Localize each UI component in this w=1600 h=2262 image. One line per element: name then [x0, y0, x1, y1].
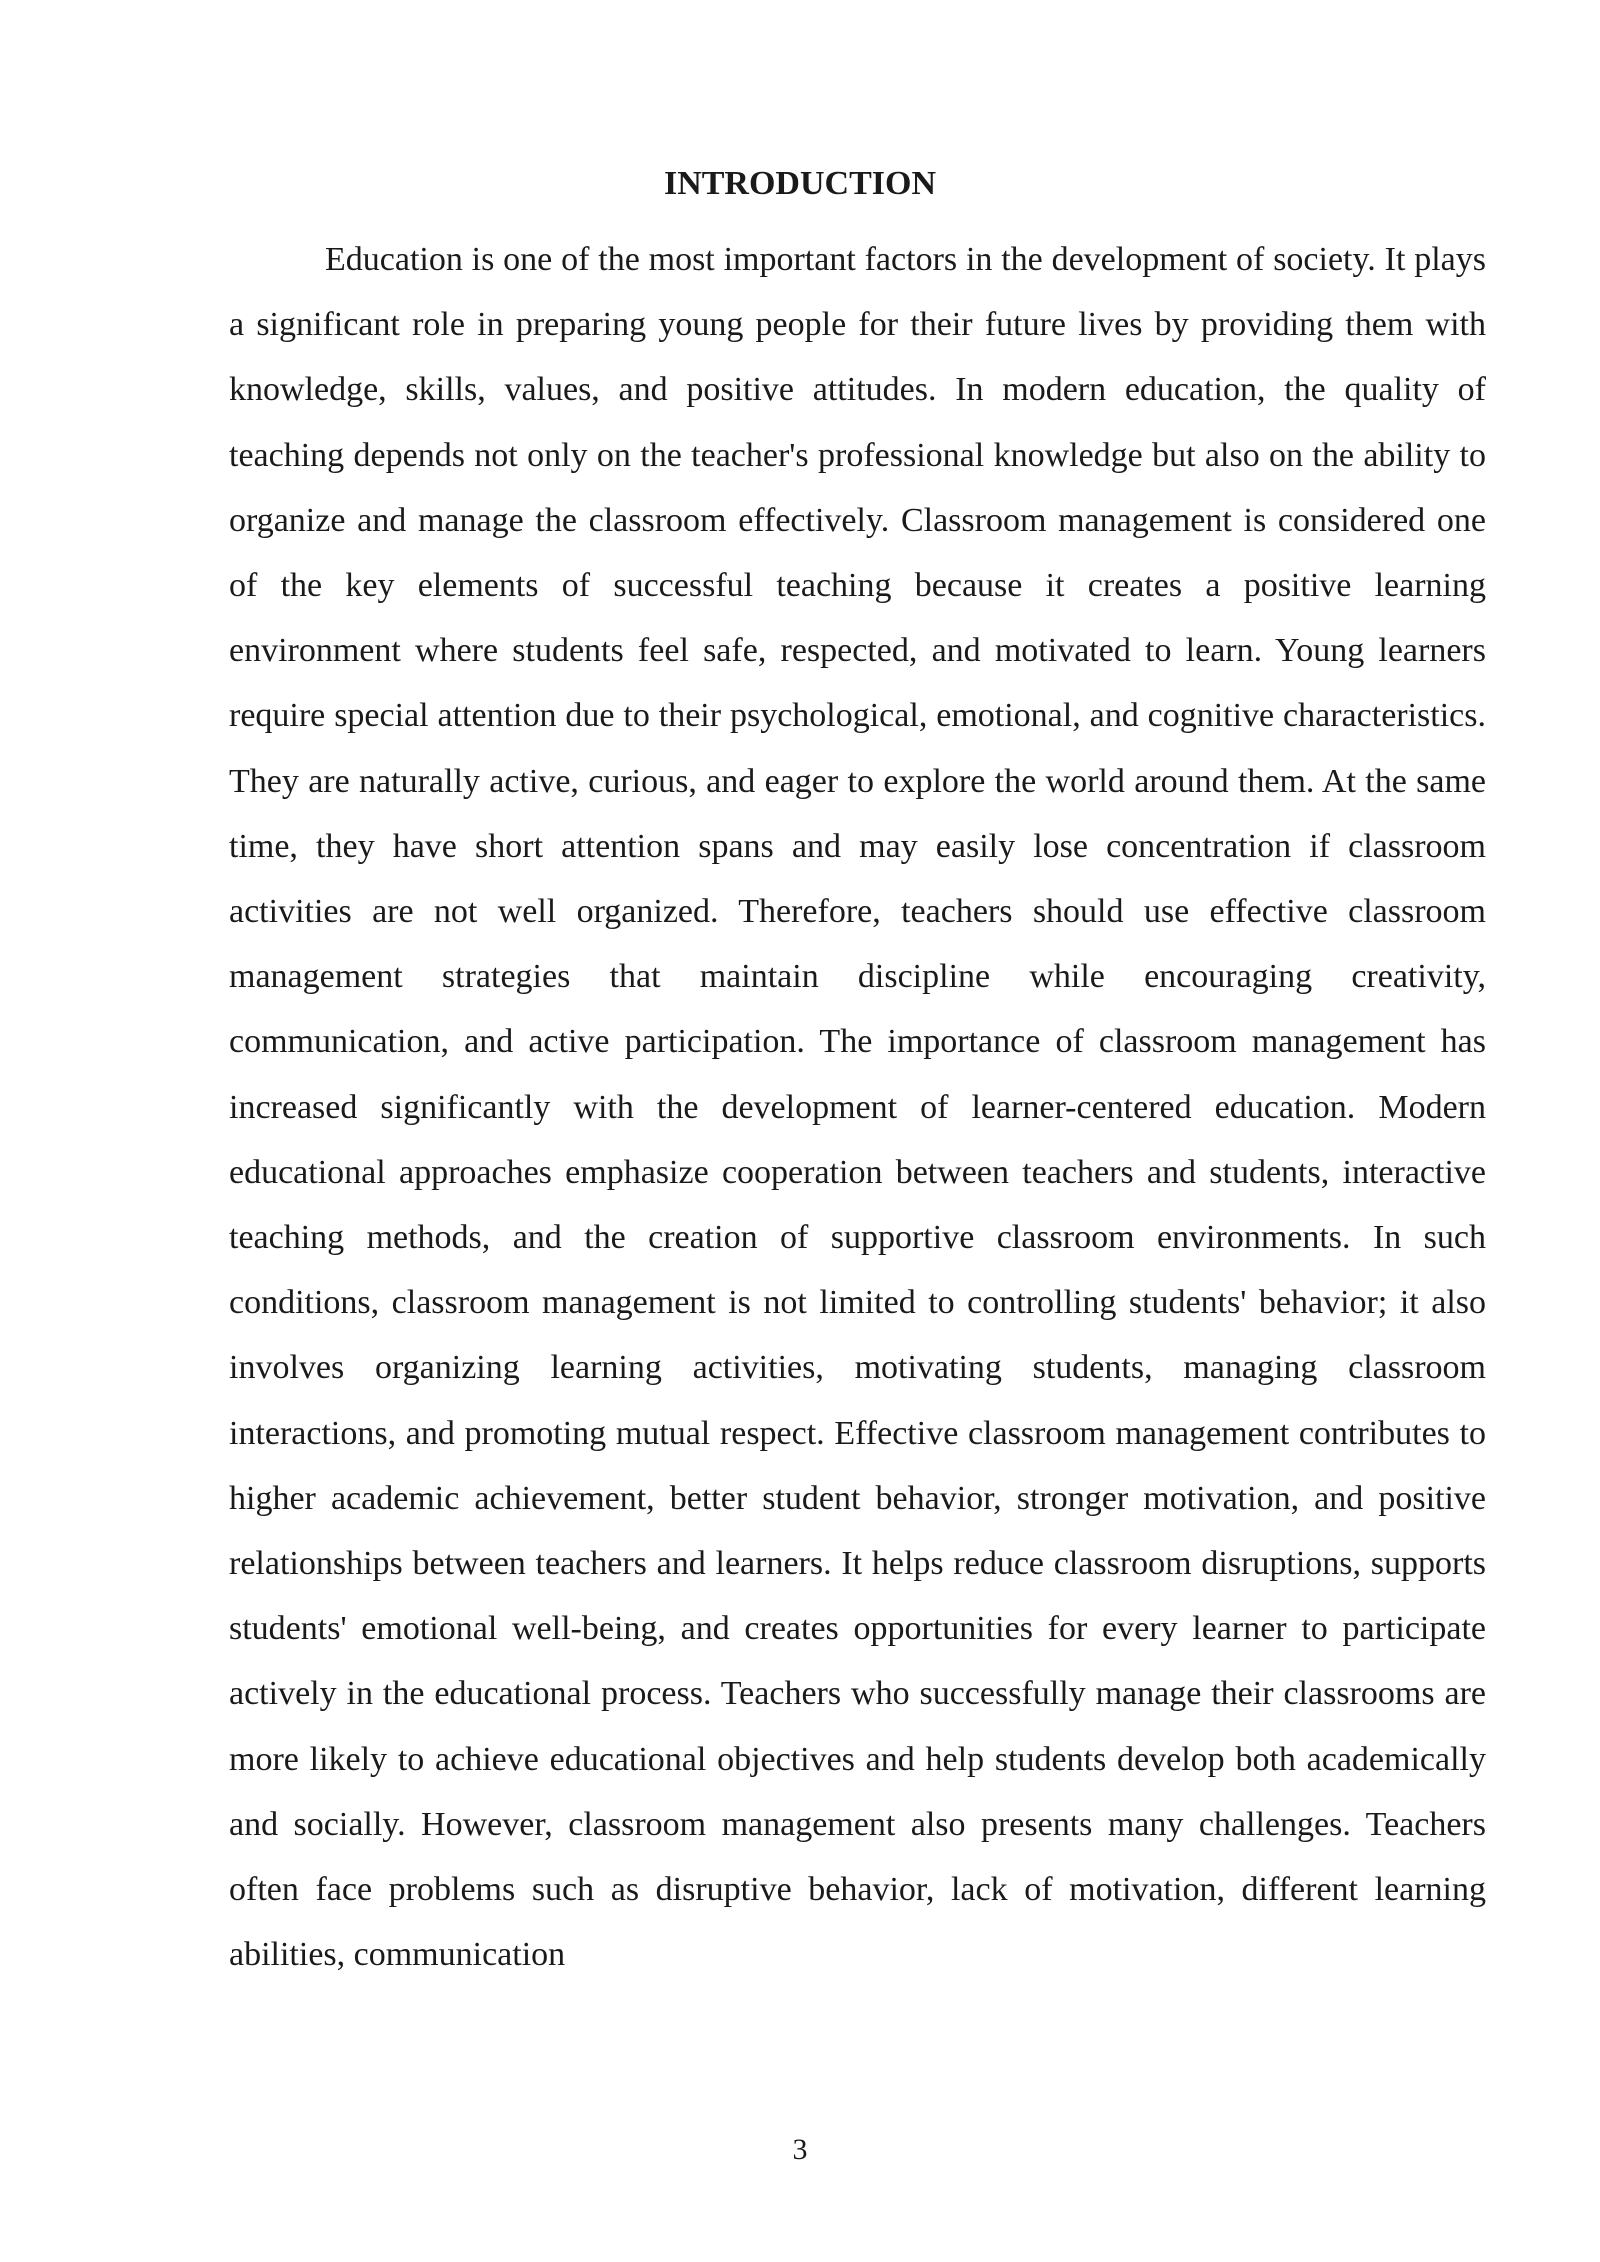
page-number: 3 [792, 2133, 808, 2166]
introduction-paragraph: Education is one of the most important factors in the development of society. It plays a significant role in preparing young people for their future lives by providing them with knowledge, skills, values, and positive attitudes. In modern education, the quality of teaching depends not only on the teacher's professional knowledge but also on the ability to organize and manage the classroom effectively. Classroom management is considered one of the key elements of successful teaching because it creates a positive learning environment where students feel safe, respected, and motivated to learn. Young learners require special attention due to their psychological, emotional, and cognitive characteristics. They are naturally active, curious, and eager to explore the world around them. At the same time, they have short attention spans and may easily lose concentration if classroom activities are not well organized. Therefore, teachers should use effective classroom management strategies that maintain discipline while encouraging creativity, communication, and active participation. The importance of classroom management has increased significantly with the development of learner-centered education. Modern educational approaches emphasize cooperation between teachers and students, interactive teaching methods, and the creation of supportive classroom environments. In such conditions, classroom management is not limited to controlling students' behavior; it also involves organizing learning activities, motivating students, managing classroom interactions, and promoting mutual respect. Effective classroom management contributes to higher academic achievement, better student behavior, stronger motivation, and positive relationships between teachers and learners. It helps reduce classroom disruptions, supports students' emotional well-being, and creates opportunities for every learner to participate actively in the educational process. Teachers who successfully manage their classrooms are more likely to achieve educational objectives and help students develop both academically and socially. However, classroom management also presents many challenges. Teachers often face problems such as disruptive behavior, lack of motivation, different learning abilities, communication [229, 241, 1486, 1974]
section-heading: INTRODUCTION [663, 165, 937, 202]
